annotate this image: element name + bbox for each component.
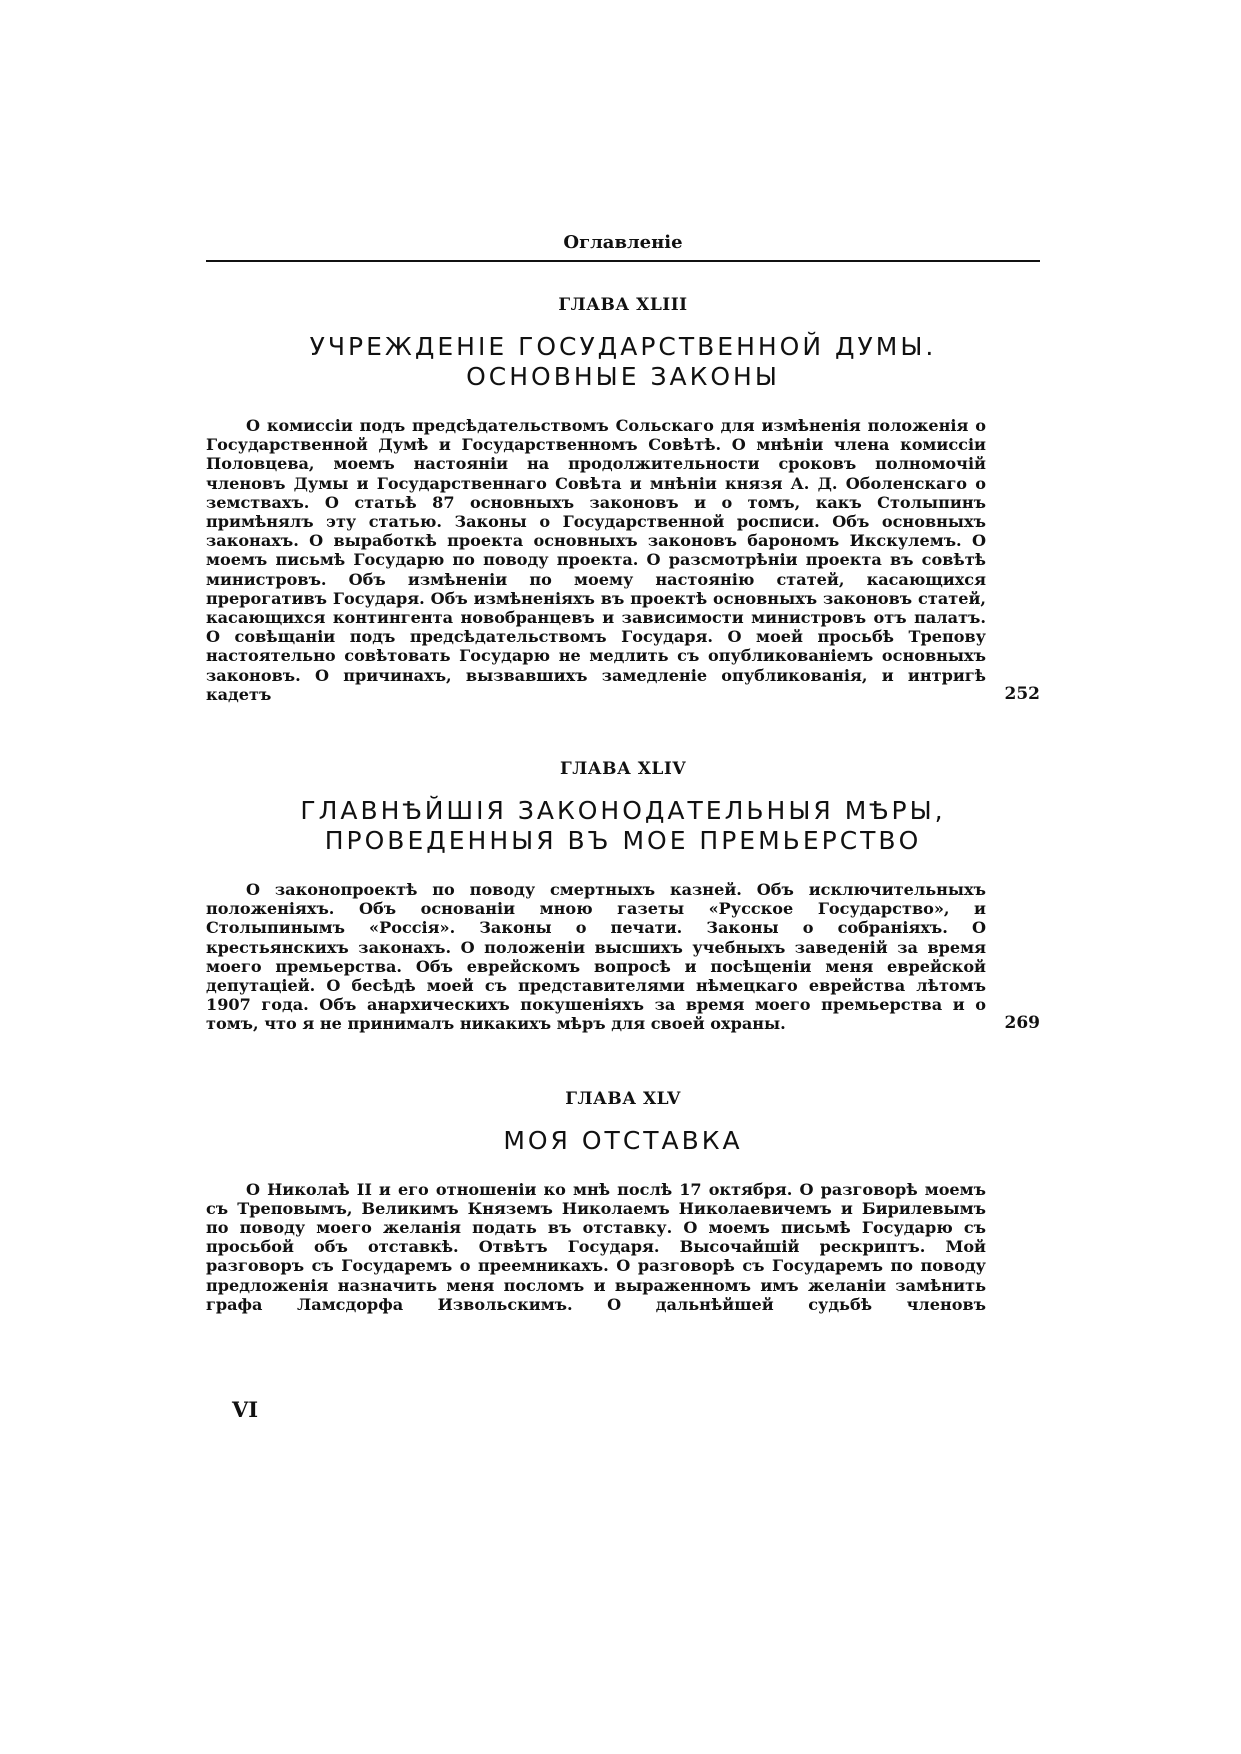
page-number: 252	[1004, 683, 1040, 704]
chapter-entry	[206, 416, 1040, 704]
chapter-45	[206, 1088, 1040, 1314]
page-number: 269	[1004, 1013, 1040, 1034]
chapter-summary: О Николаѣ II и его отношеніи ко мнѣ послѣ 17 октября. О разговорѣ моемъ съ Треповымъ, Великимъ Княземъ Николаемъ Николаевичемъ и Бирилевымъ по поводу моего желанія подать въ отставку. О моемъ письмѣ Государю съ просьбой объ отставкѣ. Отвѣтъ Государя. Высочайшій рескриптъ. Мой разговоръ съ Государемъ о преемникахъ. О разговорѣ съ Государемъ по поводу предложенія назначить меня посломъ и выраженномъ имъ желаніи замѣнить графа Ламсдорфа Извольскимъ. О дальнѣйшей судьбѣ членовъ	[206, 1179, 986, 1314]
running-title: Оглавленіе	[563, 232, 683, 253]
chapter-44	[206, 758, 1040, 1034]
chapter-entry	[206, 880, 1040, 1034]
chapter-43	[206, 294, 1040, 704]
chapter-title	[206, 332, 1040, 392]
chapter-label: ГЛАВА XLV	[565, 1088, 681, 1109]
chapter-title-line: ГЛАВНѢЙШІЯ ЗАКОНОДАТЕЛЬНЫЯ МѢРЫ,	[300, 796, 946, 826]
chapter-title-line: ОСНОВНЫЕ ЗАКОНЫ	[466, 362, 780, 391]
chapter-summary: О комиссіи подъ предсѣдательствомъ Сольскаго для измѣненія положенія о Государственной Думѣ и Государственномъ Совѣтѣ. О мнѣніи члена комиссіи Половцева, моемъ настояніи на продолжительности сроковъ полномочій членовъ Думы и Государственнаго Совѣта и мнѣніи князя А. Д. Оболенскаго о земствахъ. О статьѣ 87 основныхъ законовъ и о томъ, какъ Столыпинъ примѣнялъ эту статью. Законы о Государственной росписи. Объ основныхъ законахъ. О выработкѣ проекта основныхъ законовъ барономъ Икскулемъ. О моемъ письмѣ Государю по поводу проекта. О разсмотрѣніи проекта въ совѣтѣ министровъ. Объ измѣненіи по моему настоянію статей, касающихся прерогативъ Государя. Объ измѣненіяхъ въ проектѣ основныхъ законовъ статей, касающихся контингента новобранцевъ и зависимости министровъ отъ палатъ. О совѣщаніи подъ предсѣдательствомъ Государя. О моей просьбѣ Трепову настоятельно совѣтовать Государю не медлить съ опубликованіемъ основныхъ законовъ. О причинахъ, вызвавшихъ замедленіе опубликованія, и интригѣ кадетъ	[206, 416, 986, 704]
folio-number: VI	[232, 1397, 259, 1422]
chapter-title-line: ПРОВЕДЕННЫЯ ВЪ МОЕ ПРЕМЬЕРСТВО	[324, 826, 922, 856]
chapter-summary: О законопроектѣ по поводу смертныхъ казней. Объ исключительныхъ положеніяхъ. Объ основаніи мною газеты «Русское Государство», и Столыпинымъ «Россія». Законы о печати. Законы о собраніяхъ. О крестьянскихъ законахъ. О положеніи высшихъ учебныхъ заведеній за время моего премьерства. Объ еврейскомъ вопросѣ и посѣщеніи меня еврейской депутаціей. О бесѣдѣ моей съ представителями нѣмецкаго еврейства лѣтомъ 1907 года. Объ анархическихъ покушеніяхъ за время моего премьерства и о томъ, что я не принималъ никакихъ мѣръ для своей охраны.	[206, 880, 986, 1034]
chapter-label: ГЛАВА XLIV	[559, 759, 687, 780]
chapter-title-line: МОЯ ОТСТАВКА	[503, 1125, 743, 1155]
chapter-title	[206, 1126, 1040, 1156]
chapter-entry	[206, 1180, 1040, 1314]
chapter-title-line: УЧРЕЖДЕНІЕ ГОСУДАРСТВЕННОЙ ДУМЫ.	[309, 332, 937, 361]
contents-page	[206, 232, 1040, 1368]
chapter-label: ГЛАВА XLIII	[558, 295, 688, 315]
header-rule	[206, 260, 1040, 262]
chapter-title	[206, 796, 1040, 856]
